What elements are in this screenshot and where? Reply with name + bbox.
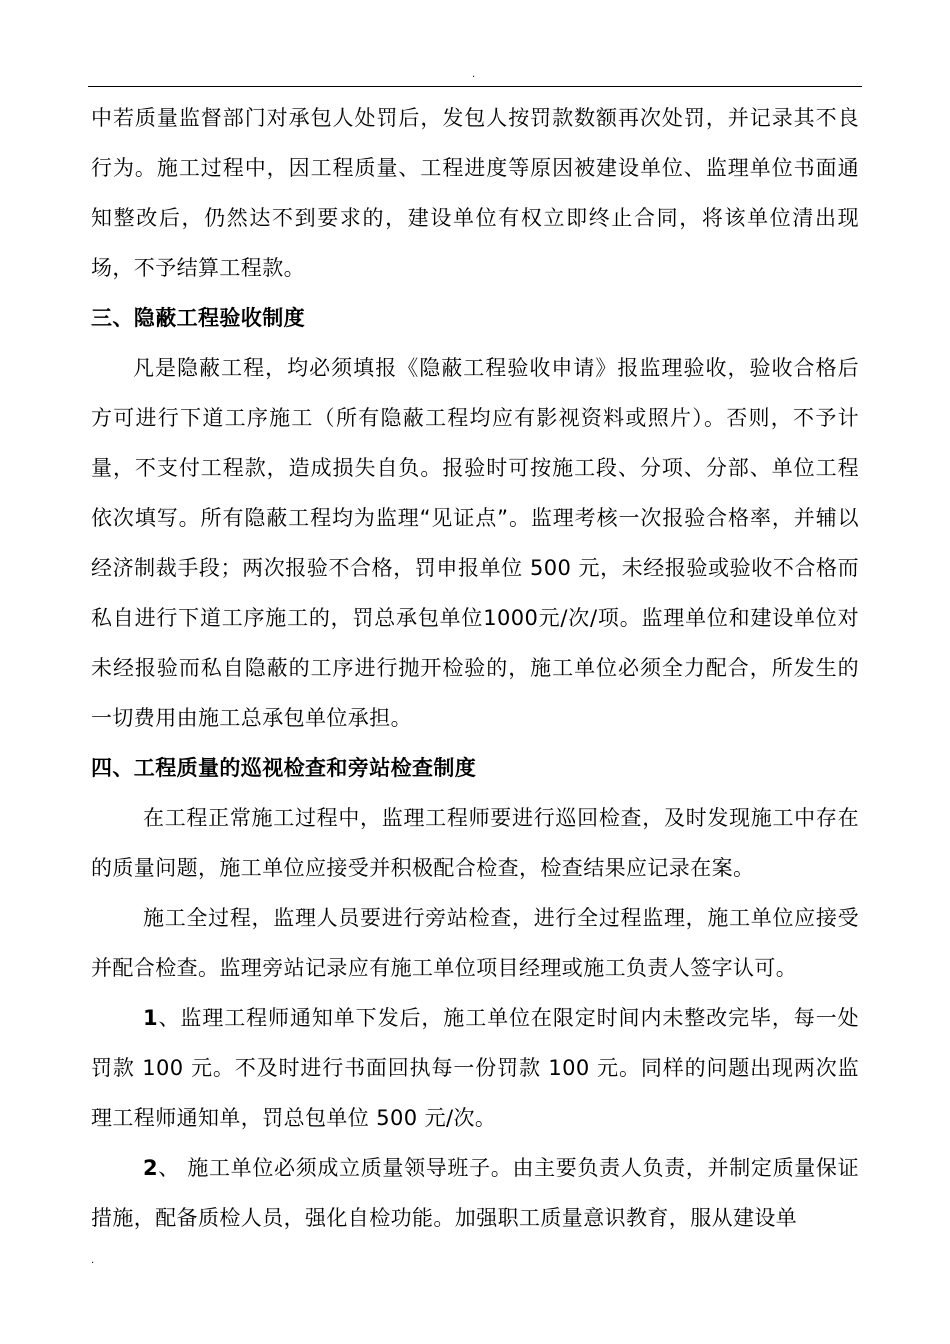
document-body bbox=[91, 93, 859, 1243]
list-item-2 bbox=[91, 1143, 859, 1243]
paragraph-hidden-works: 凡是隐蔽工程，均必须填报《隐蔽工程验收申请》报监理验收，验收合格后方可进行下道工序施工（所有隐蔽工程均应有影视资料或照片）。否则，不予计量，不支付工程款，造成损失自负。报验时可按施工段、分项、分部、单位工程依次填写。所有隐蔽工程均为监理“见证点”。监理考核一次报验合格率，并辅以经济制裁手段；两次报验不合格，罚申报单位 500 元，未经报验或验收不合格而私自进行下道工序施工的，罚总承包单位1000元/次/项。监理单位和建设单位对未经报验而私自隐蔽的工序进行抛开检验的，施工单位必须全力配合，所发生的一切费用由施工总承包单位承担。 bbox=[91, 356, 859, 730]
section-heading-inspection: 四、工程质量的巡视检查和旁站检查制度 bbox=[91, 756, 477, 780]
list-item-1-number: 1 bbox=[143, 1006, 159, 1030]
paragraph-penalty-continuation: 中若质量监督部门对承包人处罚后，发包人按罚款数额再次处罚，并记录其不良行为。施工过程中，因工程质量、工程进度等原因被建设单位、监理单位书面通知整改后，仍然达不到要求的，建设单位有权立即终止合同，将该单位清出现场，不予结算工程款。 bbox=[91, 106, 859, 280]
footer-mark: . bbox=[91, 1255, 95, 1266]
list-item-2-text: 、 施工单位必须成立质量领导班子。由主要负责人负责，并制定质量保证措施，配备质检人员，强化自检功能。加强职工质量意识教育，服从建设单 bbox=[91, 1156, 859, 1230]
header-mark: . bbox=[472, 69, 476, 80]
paragraph-patrol-inspection: 在工程正常施工过程中，监理工程师要进行巡回检查，及时发现施工中存在的质量问题，施工单位应接受并积极配合检查，检查结果应记录在案。 bbox=[91, 806, 859, 880]
list-item-1 bbox=[91, 993, 859, 1143]
list-item-2-number: 2 bbox=[143, 1156, 159, 1180]
list-item-1-text: 、监理工程师通知单下发后，施工单位在限定时间内未整改完毕，每一处罚款 100 元。不及时进行书面回执每一份罚款 100 元。同样的问题出现两次监理工程师通知单，罚总包单位 500 元/次。 bbox=[91, 1006, 859, 1130]
section-heading-hidden-works: 三、隐蔽工程验收制度 bbox=[91, 306, 305, 330]
paragraph-side-station-inspection: 施工全过程，监理人员要进行旁站检查，进行全过程监理，施工单位应接受并配合检查。监理旁站记录应有施工单位项目经理或施工负责人签字认可。 bbox=[91, 906, 859, 980]
header-rule bbox=[88, 86, 862, 87]
